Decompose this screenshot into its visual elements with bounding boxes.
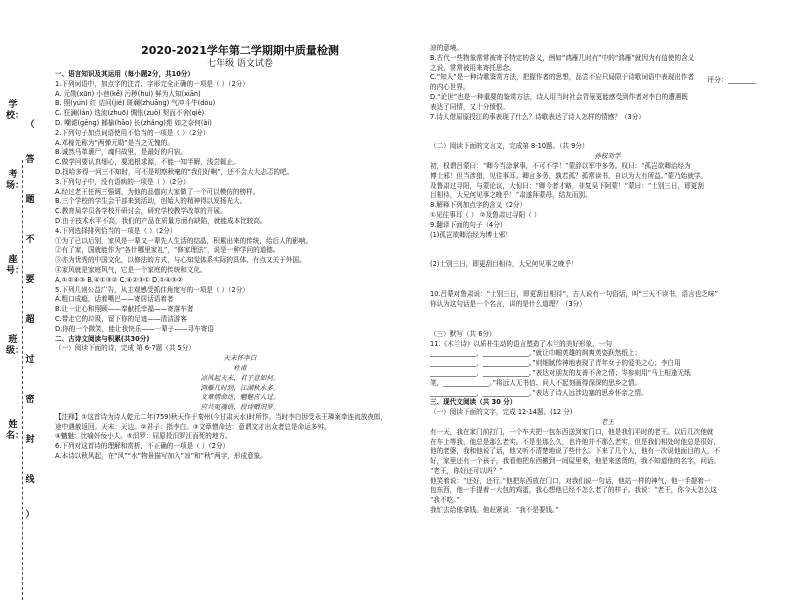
right-question-body: [430, 44, 785, 516]
right-line: [430, 132, 785, 142]
left-line: C. 狂澜(lán) 迭流(zhuō) 惆怅(zuò) 契而不舍(qiè): [55, 109, 205, 118]
seat-label: 座号：: [6, 255, 25, 276]
left-line: ④魑魅：比喻奸佞小人。⑤汨罗：屈原投汨罗江而死的地方。: [55, 432, 232, 441]
left-line: D.找哈多得一问三不知时，可不是明察秋毫的“我们好啊”，还不会大大忐忑的吧。: [55, 167, 294, 176]
right-line: D.“论世”也是一种重要的鉴赏方法，诗人用当时社会背景更能感受到作者对李白的遭遇既: [430, 92, 688, 101]
right-line: 他笑着说：“还好，还行。”他把东西放在门口，对我们说一句话，他站一样的神气，他一手提着一: [430, 476, 711, 485]
left-line: 5.下列几则公益广告，从主观感受抓住角度写的一项是（ ）（2分）: [55, 285, 249, 294]
right-line: 我忙去给他拿钱。他赶紧说：“我不是要钱。”: [430, 506, 559, 515]
right-line: (1)孤岂欲卿治经为博士邪！: [430, 230, 512, 239]
class-label: 班级：: [6, 335, 25, 356]
left-line: 文章憎命达，魑魅喜人过。: [200, 393, 280, 402]
right-line: 7.诗人借屈原投江的事表现了什么？诗歌表达了诗人怎样的情感？（3分）: [430, 112, 645, 121]
left-line: 【注释】①这首诗为诗人乾元二年(759)秋天作于秦州(今甘肃天水)时所作。当时李白因受永王璘案牵连流放夜郎，: [55, 412, 388, 421]
right-line: (2)士别三日，即更刮目相待，大兄何见事之晚乎！: [430, 260, 578, 269]
left-line: 凉风起天末，君子意如何。: [200, 373, 280, 382]
right-line: B.古代一些物象常常被寄予特定的含义，例如“鸿雁几时有”中的“鸿雁”就因为有信使的含义: [430, 53, 695, 62]
seal-char: 题: [25, 195, 35, 205]
right-line: “老王，你好还可以吗？”: [430, 466, 503, 475]
right-line: [430, 310, 785, 320]
left-line: A.①②④③ B.④①③② C.④②③① D.①④③②: [55, 275, 183, 284]
seal-char: 过: [25, 355, 35, 365]
right-line: ______________，______________。”则细腻传神地表现了青年女子的爱美之心；李白用: [430, 359, 681, 368]
right-line: 的内心世界。: [430, 83, 470, 92]
seal-dashed-line: [22, 160, 23, 600]
right-line: C.“知人”是一种诗歌鉴赏方法，把握作者的思想，品尝不应只局限于诗歌词语中表现出作者: [430, 73, 695, 82]
right-line: （三）默写（共 6分）: [430, 329, 496, 338]
right-line: （一）阅读下面的文字，完成 12-14题。(12 分): [430, 408, 573, 417]
left-line: A.粗口成瘾，话着嘴巴——寄居话语着者: [55, 295, 174, 304]
exam-room-label: 考场：: [6, 170, 25, 191]
left-line: ④家风就是家庭风气，它是一个家庭的传统和文化。: [55, 265, 207, 274]
right-line: （二）阅读下面的文言文，完成第 8-10题。（共 9分）: [430, 142, 589, 151]
left-line: 途中遇赦返回。天末：天边。②君子：指李白。③文章憎命达：意谓文才出众者总是命运多舛。: [55, 422, 331, 431]
left-column: [55, 0, 425, 462]
seal-char: 要: [25, 275, 35, 285]
right-line: 孙权劝学: [594, 152, 621, 161]
left-line: 4.下列选择排列恰当的一项是（ ）（2分）: [55, 226, 177, 235]
exam-subtitle: 七年级 语文试卷: [207, 59, 273, 69]
right-line: ______________，______________。”就让巾帼英雄的飒爽英姿跃然纸上；: [430, 349, 642, 358]
right-line: 及鲁肃过寻阳，与蒙论议，大惊曰：“卿今者才略，非复吴下阿蒙！”蒙曰：“士别三日，即更刮: [430, 181, 704, 190]
right-line: [430, 280, 785, 290]
right-line: [430, 270, 785, 280]
left-line: 1.下列词语中，加点字的注音、字形完全正确的一项是（ ）（2分）: [55, 79, 249, 88]
left-line: B.诚然马革裹尸，魂归故里，是最好的归宿。: [55, 148, 187, 157]
right-line: 笔，______________。”将远人无书信、问人不起刻画得深深的思乡之情。: [430, 378, 642, 387]
left-line: ①为了已以后别，家风是一辈又一辈先人生活的结晶，积累出来的传统，给后人的影响。: [55, 236, 313, 245]
binding-margin: [0, 60, 40, 550]
left-line: A.经过老王任两三强调，为他的品德向大家做了一个可以模仿的榜样。: [55, 187, 260, 196]
seal-char: 不: [25, 235, 35, 245]
left-line: 杜甫: [233, 363, 247, 372]
school-label: 学校：: [6, 100, 25, 121]
right-line: 包东西，他一手提着一大包的鸡蛋，我心想他已经不怎么老了的样子。我说：“老王，你今天怎么这: [430, 486, 717, 495]
right-line: 10.吕蒙对鲁肃说：“士别三日，即更刮目相待”，古人说有一句俗话，叫“三天不读书，语言也乏味”: [430, 290, 718, 299]
right-line: 老王: [600, 417, 615, 426]
left-line: C.教育局学员各学校开研讨会，研究学校教学改革的开展。: [55, 207, 227, 216]
score-field[interactable]: 评分：________: [707, 76, 756, 84]
left-line: B.让一让心和照顾——奉献托幸福——寄落车者: [55, 305, 194, 314]
left-line: D.由于技术水平不高，我们的产品在质量方面有缺陷，就能成本比较高。: [55, 216, 267, 225]
right-line: 之说，常常被用来寄托思念。: [430, 63, 516, 72]
right-line: ______________，______________。”表达了诗人远涉边塞的思乡怀亲之情。: [430, 388, 648, 397]
left-line: C.做学问要认真细心，要追根求源，不能一知半解，浅尝辄止。: [55, 158, 240, 167]
seal-char: 超: [25, 315, 35, 325]
left-line: 二、古诗文阅读与积累(共30分): [55, 334, 150, 343]
exam-title: 2020-2021学年第二学期期中质量检测: [141, 44, 339, 57]
right-column: [430, 0, 785, 516]
right-line: 他的老婆，我和他说了话，他又听不清楚地说了些什么。下来了几个人，他有一次说他面目的人，不: [430, 447, 721, 456]
left-line: A. 元勋(xūn) 小巷(kē) 污秽(huì) 鲜为人知(xiān): [55, 89, 201, 98]
right-line: 好，家里还有一个孩子，我看他把东西搬到一间屋里来，他是来送货的，我不知道他的名字，问话。: [430, 457, 721, 466]
right-line: 8.解释下列加点字的含义（2分）: [430, 201, 527, 210]
left-line: B.三个学校的学生会干部来到活动，创始人的精神得以发扬光大。: [55, 197, 247, 206]
right-line: [430, 240, 785, 250]
right-line: 有一天，我在家门前打门，一个车夫把一包东西送到家门口，他是我们平时的老王。以后几次他就: [430, 427, 714, 436]
right-line: 9.翻译下面的句子（4分）: [430, 220, 507, 229]
left-line: C.带走它的垃圾，留下你的足迹——清洁游客: [55, 314, 187, 323]
left-line: D. 嘲谑(gēng) 揶揄(hāo) 长(zhǎng)苑 如之奈何(ài): [55, 118, 212, 127]
left-line: ②有了家，国就能作为“各什哪里家礼”，“修家理法”，说是一种学问的道德。: [55, 246, 280, 255]
right-line: 初，权谓吕蒙曰：“卿今当涂掌事，不可不学！”蒙辞以军中多务。权曰：“孤岂欲卿治经为: [430, 161, 691, 170]
right-line: 博士邪！但当涉猎，见往事耳。卿言多务，孰若孤？孤常读书，自以为大有所益。”蒙乃始就学。: [430, 171, 708, 180]
left-line: （一）阅读下面的诗，完成 第 6-7题（共 5分）: [55, 344, 195, 353]
right-line: 11.《木兰诗》以质朴生动的语言塑造了木兰的美好形象，一句: [430, 339, 612, 348]
left-line: B. 照(yún) 红 诘问(jié) 斑斓(zhuāng) 气冲斗牛(dòu): [55, 99, 216, 108]
name-label: 姓名：: [6, 420, 25, 441]
left-line: 鸿雁几时到，江湖秋水多。: [200, 383, 280, 392]
right-line: 表达了同情，又十分愤恨。: [430, 102, 510, 111]
left-line: A.邓稼先称为“两弹元勋”是当之无愧的。: [55, 138, 174, 147]
seal-char: 密: [25, 395, 35, 405]
right-line: ①见往事耳（ ） ②及鲁肃过寻阳（ ）: [430, 210, 541, 219]
left-line: D.你的一个微笑，能让我快乐——一辈子——寻车寄语: [55, 324, 214, 333]
right-line: 凉的意境。: [430, 44, 463, 52]
left-line: 一、语言知识及其运用（每小题2分，共10分）: [55, 70, 195, 78]
right-line: [430, 250, 785, 260]
seal-char: 答: [25, 155, 35, 165]
left-question-body: [55, 70, 425, 462]
left-line: A.本诗以秋风起，在“风”“水”物景描写加入“凉”和“秋”两字，形成意象。: [55, 452, 267, 461]
left-line: 应共冤魂语，投诗赠汨罗。: [200, 403, 280, 412]
left-line: ③亦为优秀的中国文化，以修法的方式，与心知觉体系实际的具体、有点又关于外国。: [55, 256, 306, 265]
seal-char: （: [25, 120, 35, 130]
seal-char: ）: [25, 510, 35, 520]
right-line: 目相待，大兄何见事之晚乎！”肃遂拜蒙母，结友而别。: [430, 191, 592, 200]
seal-char: 线: [25, 475, 35, 485]
right-line: [430, 320, 785, 330]
right-line: 三、现代文阅读（共 30 分）: [430, 398, 517, 407]
left-line: 3.下列句子中，没有语病的一项是（ ）（2分）: [55, 177, 190, 186]
right-line: 在车上等我，他总是那么老实。不是坐那么久，也许他并不那么老实，但是我们相处时他总是很好，: [430, 437, 721, 446]
left-line: 6.下列对这首诗的理解和赏析，不正确的一项是（ ）（2分）: [55, 442, 230, 451]
left-line: 2.下列句子加点词语使用不恰当的一项是（ ）（2分）: [55, 128, 210, 137]
right-line: [430, 122, 785, 132]
left-line: 天末怀李白: [223, 354, 257, 363]
seal-char: 封: [25, 435, 35, 445]
right-line: 你认为这句话是一个名言，讲的是什么道理？（3分）: [430, 299, 586, 308]
right-line: ______________，______________。”表达对朋友的友善不舍之情；岑参则用“马上相逢无纸: [430, 368, 691, 377]
right-line: “我不吃。”: [430, 496, 460, 505]
